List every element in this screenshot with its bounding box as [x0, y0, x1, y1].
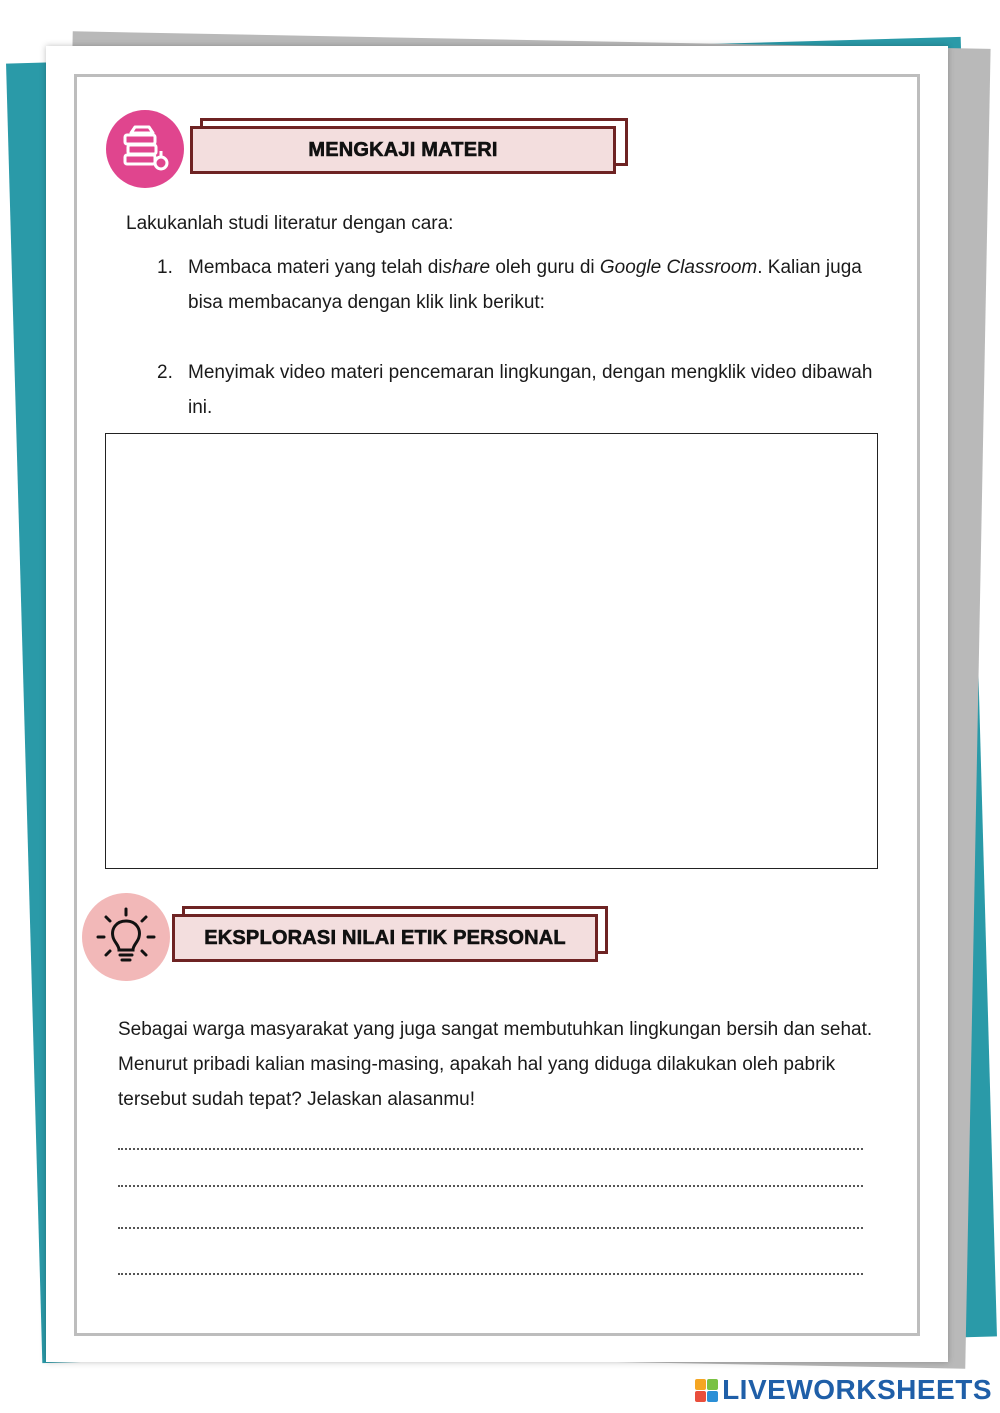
- watermark-text: LIVEWORKSHEETS: [722, 1374, 992, 1405]
- section-title-eksplorasi: EKSPLORASI NILAI ETIK PERSONAL: [172, 914, 598, 962]
- list-item-2: Menyimak video materi pencemaran lingkungan, dengan mengklik video dibawah ini.: [188, 362, 873, 418]
- question-text: Sebagai warga masyarakat yang juga sangat membutuhkan lingkungan bersih dan sehat. Menurut pribadi kalian masing-masing, apakah hal yang diduga dilakukan oleh pabrik tersebut sudah tepat? Jelaskan alasanmu!: [118, 1019, 873, 1110]
- list-item-1: Membaca materi yang telah dishare oleh guru di Google Classroom. Kalian juga bisa membacanya dengan klik link berikut:: [188, 257, 862, 313]
- liveworksheets-watermark: [695, 1375, 992, 1405]
- books-icon: [106, 110, 184, 188]
- answer-line-2[interactable]: [118, 1185, 863, 1187]
- liveworksheets-logo-icon: [695, 1379, 718, 1402]
- video-embed-box[interactable]: [105, 433, 878, 869]
- answer-line-3[interactable]: [118, 1227, 863, 1229]
- answer-line-4[interactable]: [118, 1273, 863, 1275]
- lightbulb-icon: [82, 893, 170, 981]
- answer-line-1[interactable]: [118, 1148, 863, 1150]
- list-number-1: 1.: [157, 257, 173, 278]
- intro-text: Lakukanlah studi literatur dengan cara:: [126, 213, 454, 234]
- section-title-mengkaji-materi: MENGKAJI MATERI: [190, 126, 616, 174]
- list-number-2: 2.: [157, 362, 173, 383]
